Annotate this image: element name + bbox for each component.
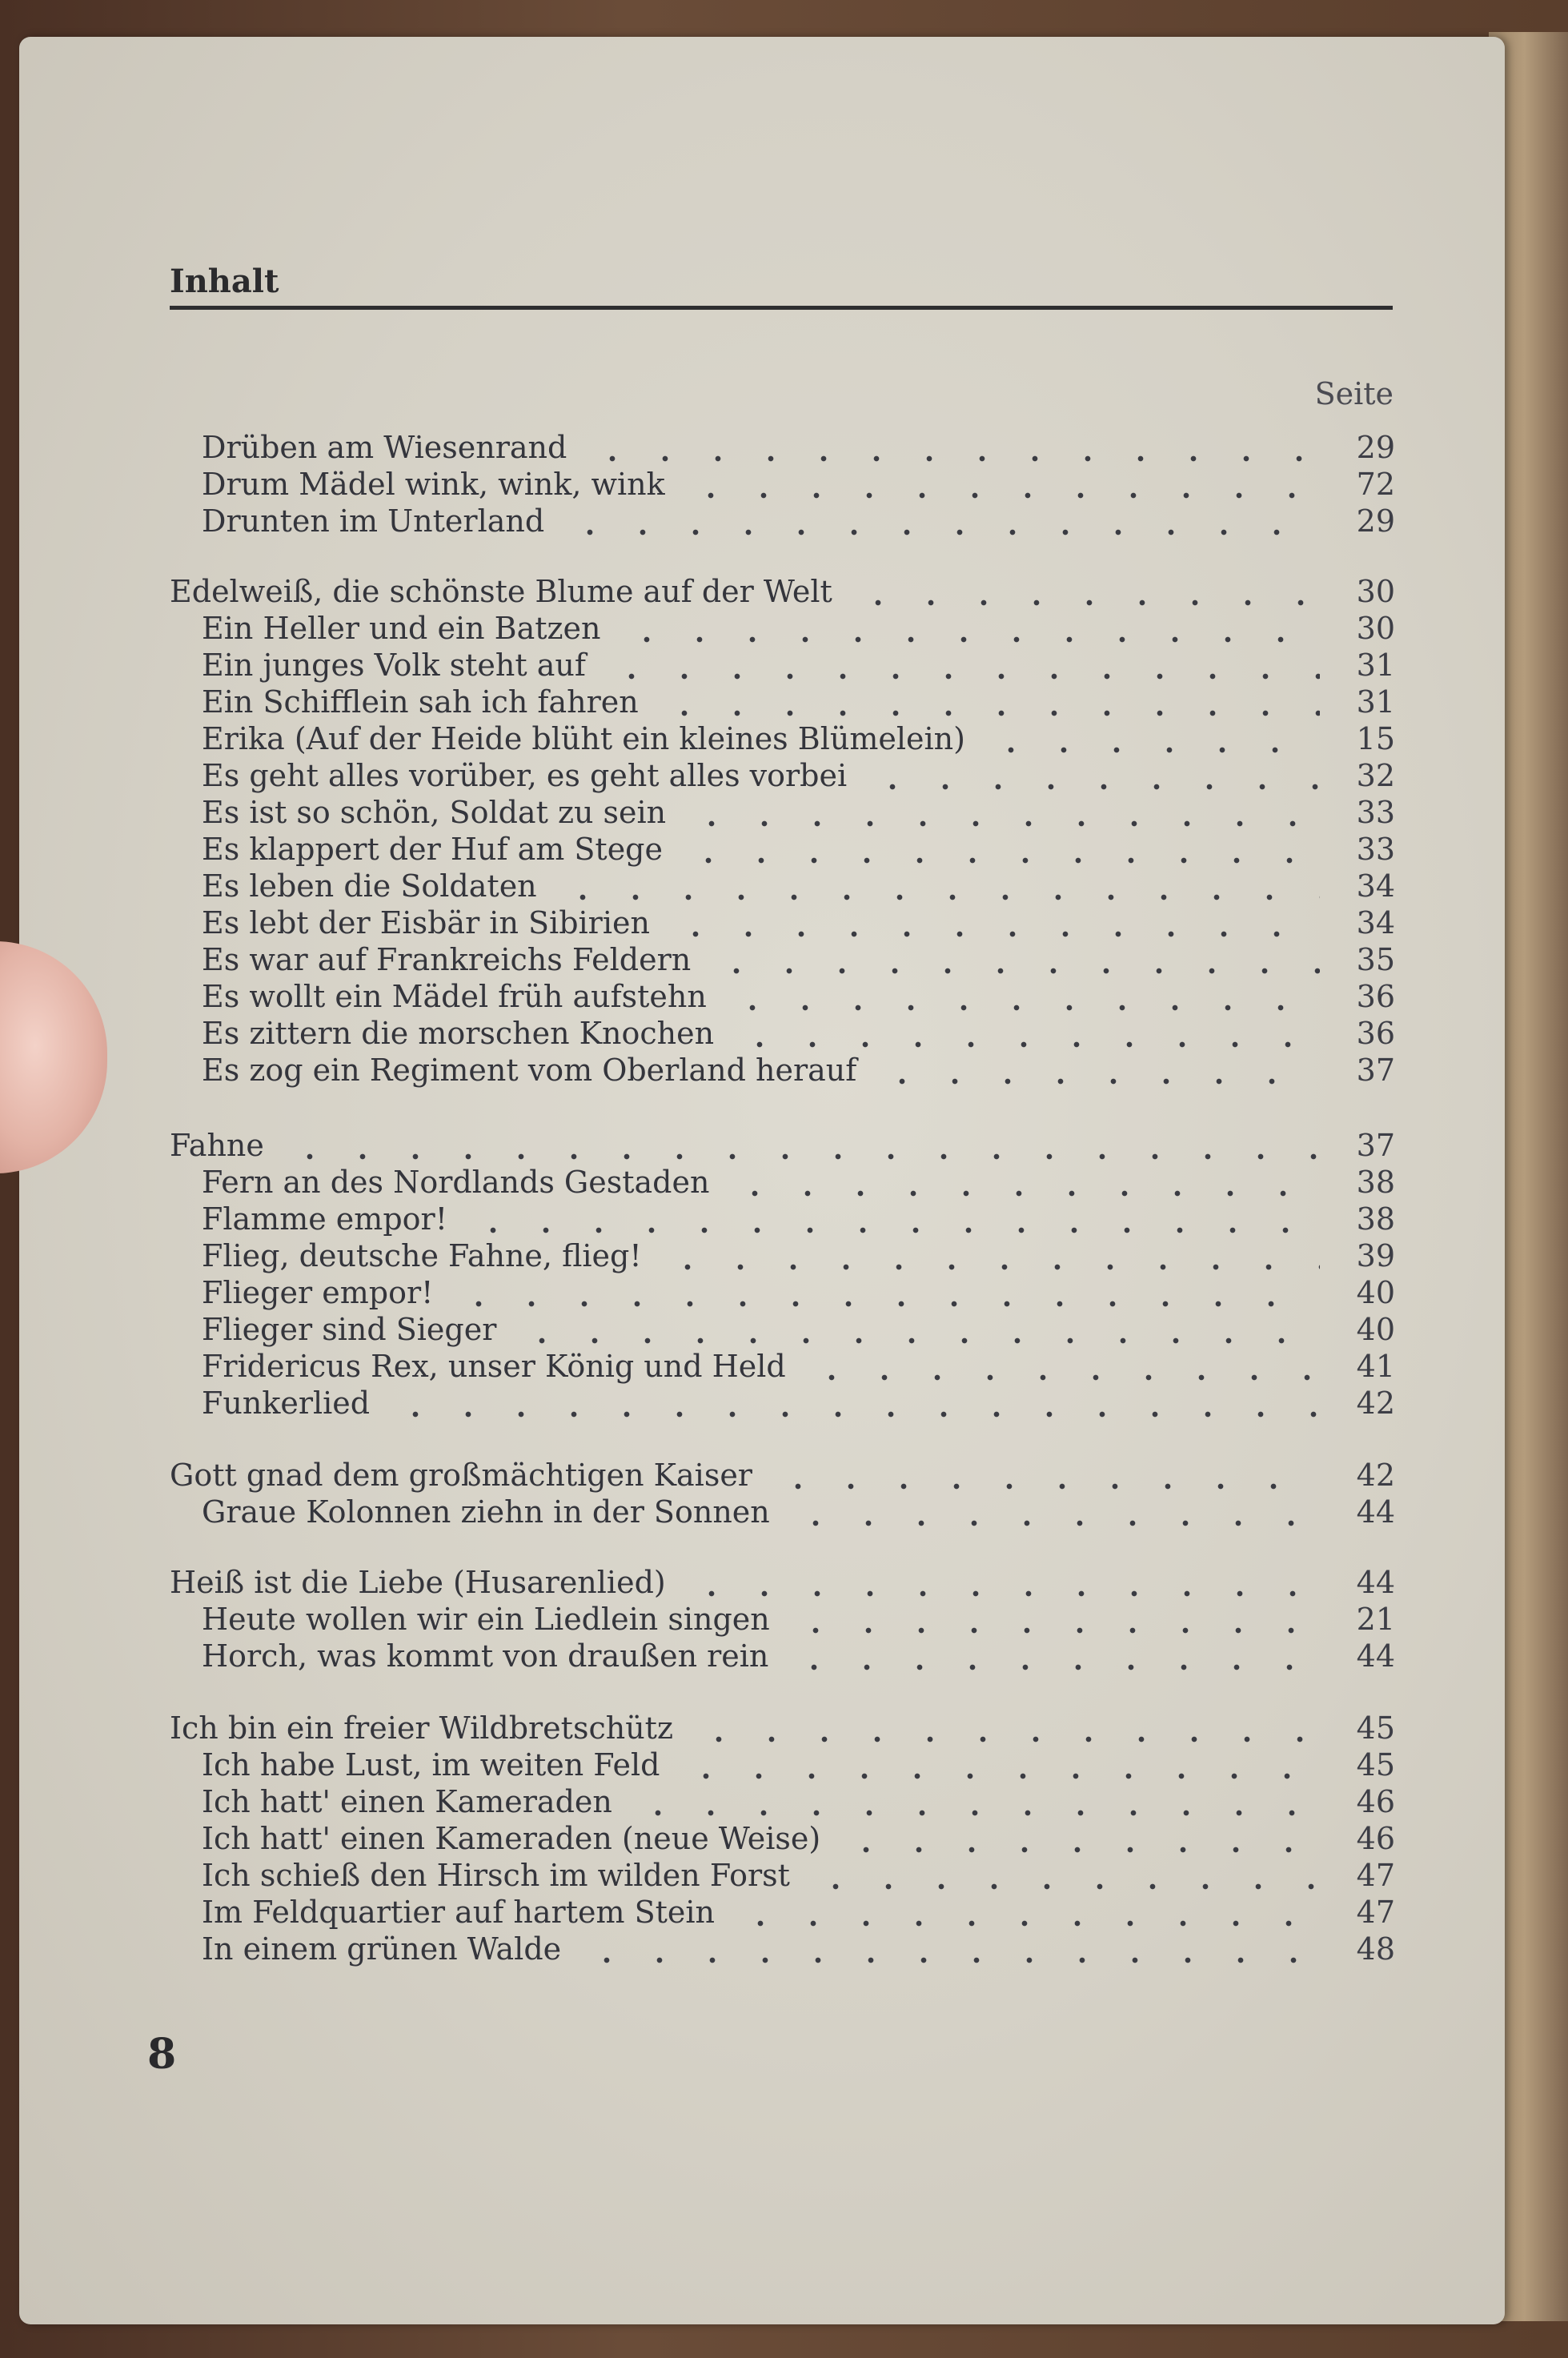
toc-entry (0, 1894, 1568, 1931)
dot-leader (728, 1894, 1320, 1931)
dot-leader (799, 1348, 1320, 1385)
toc-title: Graue Kolonnen ziehn in der Sonnen (202, 1494, 770, 1530)
dot-leader (686, 1710, 1320, 1746)
toc-page-number: 31 (1356, 684, 1395, 720)
toc-entry (0, 757, 1568, 794)
toc-page-number: 37 (1356, 1128, 1395, 1163)
toc-title: Horch, was kommt von draußen rein (202, 1638, 769, 1674)
toc-title: Ich hatt' einen Kameraden (neue Weise) (202, 1821, 821, 1856)
toc-page-number: 35 (1356, 942, 1395, 977)
toc-title: Fern an des Nordlands Gestaden (202, 1165, 710, 1200)
toc-entry (0, 1931, 1568, 1967)
toc-title: Ein Heller und ein Batzen (202, 611, 601, 646)
toc-title: Edelweiß, die schönste Blume auf der Welt (170, 574, 832, 609)
toc-entry (0, 1348, 1568, 1385)
toc-page-number: 44 (1356, 1565, 1395, 1600)
toc-page-number: 31 (1356, 648, 1395, 683)
dot-leader (803, 1857, 1320, 1894)
dot-leader (579, 429, 1320, 466)
toc-title: Flieger empor! (202, 1275, 434, 1310)
dot-leader (845, 573, 1320, 610)
toc-entry (0, 941, 1568, 978)
dot-leader (557, 503, 1320, 539)
toc-page-number: 29 (1356, 503, 1395, 539)
toc-entry (0, 1237, 1568, 1274)
toc-page-number: 40 (1356, 1312, 1395, 1347)
toc-entry (0, 1783, 1568, 1820)
dot-leader (833, 1820, 1320, 1857)
toc-page-number: 15 (1356, 721, 1395, 756)
toc-entry (0, 503, 1568, 539)
dot-leader (679, 1564, 1320, 1601)
toc-entry (0, 1601, 1568, 1638)
toc-page-number: 44 (1356, 1494, 1395, 1530)
toc-entry (0, 1311, 1568, 1348)
toc-entry (0, 1201, 1568, 1237)
toc-entry (0, 794, 1568, 831)
toc-title: Fahne (170, 1128, 264, 1163)
toc-page-number: 42 (1356, 1386, 1395, 1421)
toc-page-number: 39 (1356, 1238, 1395, 1273)
toc-title: Ich schieß den Hirsch im wilden Forst (202, 1858, 790, 1893)
toc-entry (0, 1127, 1568, 1164)
toc-entry (0, 1052, 1568, 1089)
dot-leader (727, 1015, 1320, 1052)
dot-leader (978, 720, 1320, 757)
dot-leader (722, 1164, 1320, 1201)
toc-title: Flamme empor! (202, 1201, 447, 1237)
dot-leader (599, 647, 1320, 684)
toc-page-number: 47 (1356, 1895, 1395, 1930)
toc-title: Erika (Auf der Heide blüht ein kleines Blümelein) (202, 721, 965, 756)
toc-page-number: 37 (1356, 1053, 1395, 1088)
toc-entry (0, 1638, 1568, 1674)
dot-leader (673, 1746, 1320, 1783)
toc-page-number: 46 (1356, 1821, 1395, 1856)
toc-page-number: 38 (1356, 1165, 1395, 1200)
toc-page-number: 41 (1356, 1349, 1395, 1384)
toc-title: Drum Mädel wink, wink, wink (202, 467, 665, 502)
dot-leader (460, 1201, 1320, 1237)
toc-page-number: 34 (1356, 905, 1395, 940)
toc-page-number: 33 (1356, 832, 1395, 867)
toc-title: Es lebt der Eisbär in Sibirien (202, 905, 650, 940)
toc-entry (0, 466, 1568, 503)
toc-title: Heute wollen wir ein Liedlein singen (202, 1602, 770, 1637)
dot-leader (652, 684, 1320, 720)
page-number: 8 (147, 2030, 177, 2079)
toc-entry (0, 1820, 1568, 1857)
toc-page-number: 40 (1356, 1275, 1395, 1310)
dot-leader (869, 1052, 1320, 1089)
toc-entry (0, 978, 1568, 1015)
toc-page-number: 21 (1356, 1602, 1395, 1637)
dot-leader (704, 941, 1320, 978)
toc-page-number: 38 (1356, 1201, 1395, 1237)
toc-title: Es leben die Soldaten (202, 868, 537, 904)
toc-entry (0, 1385, 1568, 1422)
dot-leader (625, 1783, 1320, 1820)
toc-entry (0, 1710, 1568, 1746)
dot-leader (678, 466, 1320, 503)
toc-entry (0, 904, 1568, 941)
toc-entry (0, 720, 1568, 757)
toc-page-number: 36 (1356, 1016, 1395, 1051)
toc-title: Gott gnad dem großmächtigen Kaiser (170, 1458, 752, 1493)
toc-page-number: 42 (1356, 1458, 1395, 1493)
dot-leader (765, 1457, 1320, 1494)
toc-page-number: 45 (1356, 1747, 1395, 1783)
toc-page-number: 33 (1356, 795, 1395, 830)
toc-title: Ein Schifflein sah ich fahren (202, 684, 639, 720)
dot-leader (676, 831, 1320, 868)
dot-leader (663, 904, 1320, 941)
toc-title: Heiß ist die Liebe (Husarenlied) (170, 1565, 666, 1600)
dot-leader (679, 794, 1320, 831)
toc-title: In einem grünen Walde (202, 1931, 562, 1967)
dot-leader (783, 1601, 1320, 1638)
toc-title: Es war auf Frankreichs Feldern (202, 942, 692, 977)
toc-page-number: 29 (1356, 430, 1395, 465)
toc-entry (0, 831, 1568, 868)
toc-title: Es klappert der Huf am Stege (202, 832, 663, 867)
toc-title: Es geht alles vorüber, es geht alles vorbei (202, 758, 848, 793)
toc-title: Ein junges Volk steht auf (202, 648, 586, 683)
toc-entry (0, 1015, 1568, 1052)
toc-entry (0, 647, 1568, 684)
toc-entry (0, 1494, 1568, 1530)
dot-leader (781, 1638, 1320, 1674)
toc-entry (0, 868, 1568, 904)
toc-entry (0, 1457, 1568, 1494)
toc-page-number: 36 (1356, 979, 1395, 1014)
toc-title: Es ist so schön, Soldat zu sein (202, 795, 667, 830)
toc-entry (0, 1857, 1568, 1894)
dot-leader (783, 1494, 1320, 1530)
toc-title: Ich hatt' einen Kameraden (202, 1784, 612, 1819)
toc-page-number: 45 (1356, 1710, 1395, 1746)
dot-leader (614, 610, 1320, 647)
toc-page-number: 30 (1356, 574, 1395, 609)
toc-page-number: 72 (1356, 467, 1395, 502)
toc-entry (0, 573, 1568, 610)
toc-title: Drunten im Unterland (202, 503, 545, 539)
toc-entry (0, 1564, 1568, 1601)
page-column-label: Seite (1314, 376, 1394, 411)
toc-title: Drüben am Wiesenrand (202, 430, 567, 465)
toc-title: Flieg, deutsche Fahne, flieg! (202, 1238, 642, 1273)
dot-leader (383, 1385, 1320, 1422)
header-rule (170, 306, 1393, 310)
toc-entry (0, 1274, 1568, 1311)
dot-leader (446, 1274, 1320, 1311)
toc-entry (0, 610, 1568, 647)
dot-leader (509, 1311, 1320, 1348)
dot-leader (550, 868, 1320, 904)
toc-entry (0, 1164, 1568, 1201)
toc-title: Es zittern die morschen Knochen (202, 1016, 715, 1051)
toc-page-number: 30 (1356, 611, 1395, 646)
toc-title: Im Feldquartier auf hartem Stein (202, 1895, 716, 1930)
toc-page-number: 44 (1356, 1638, 1395, 1674)
toc-title: Fridericus Rex, unser König und Held (202, 1349, 786, 1384)
dot-leader (574, 1931, 1320, 1967)
toc-title: Es zog ein Regiment vom Oberland herauf (202, 1053, 857, 1088)
toc-entry (0, 684, 1568, 720)
dot-leader (860, 757, 1320, 794)
toc-entry (0, 1746, 1568, 1783)
toc-title: Ich bin ein freier Wildbretschütz (170, 1710, 673, 1746)
toc-page-number: 48 (1356, 1931, 1395, 1967)
toc-title: Flieger sind Sieger (202, 1312, 497, 1347)
dot-leader (277, 1127, 1320, 1164)
toc-page-number: 47 (1356, 1858, 1395, 1893)
toc-page-number: 46 (1356, 1784, 1395, 1819)
toc-page-number: 32 (1356, 758, 1395, 793)
running-head: Inhalt (170, 263, 279, 300)
toc-title: Ich habe Lust, im weiten Feld (202, 1747, 660, 1783)
dot-leader (720, 978, 1320, 1015)
toc-entry (0, 429, 1568, 466)
toc-page-number: 34 (1356, 868, 1395, 904)
toc-title: Funkerlied (202, 1386, 371, 1421)
dot-leader (655, 1237, 1320, 1274)
toc-title: Es wollt ein Mädel früh aufstehn (202, 979, 707, 1014)
